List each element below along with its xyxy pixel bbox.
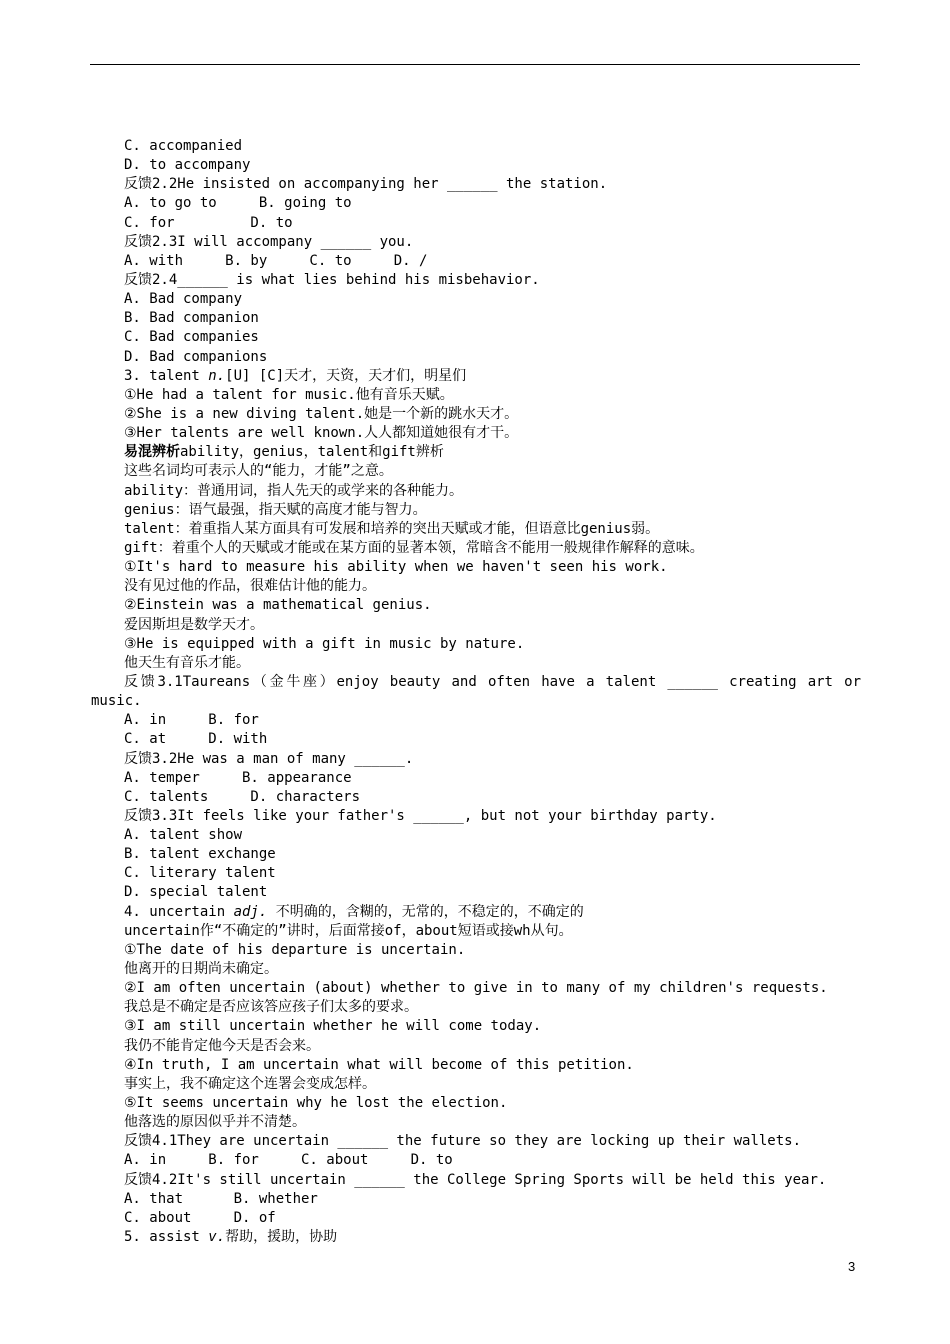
text-line-wrapped: 反馈3.1Taureans（金牛座）enjoy beauty and often have a talent ______ creating art or — [124, 673, 861, 690]
text-line: 爱因斯坦是数学天才。 — [124, 616, 264, 633]
text-line: C. talents D. characters — [124, 788, 361, 805]
text-line: C. literary talent — [124, 865, 276, 882]
text-line: 反馈2.4______ is what lies behind his misbehavior. — [124, 271, 540, 288]
part-of-speech: v. — [208, 1229, 226, 1246]
text-line: 反馈4.2It's still uncertain ______ the College Spring Sports will be held this year. — [124, 1171, 827, 1188]
text-line: ④In truth, I am uncertain what will become of this petition. — [124, 1056, 634, 1073]
text-line: 我总是不确定是否应该答应孩子们太多的要求。 — [124, 999, 418, 1016]
text-line: ②I am often uncertain (about) whether to give in to many of my children's requests. — [124, 980, 828, 997]
text-line: A. in B. for C. about D. to — [124, 1152, 453, 1169]
text-segment: 帮助，援助，协助 — [225, 1229, 338, 1246]
text-line: 他离开的日期尚未确定。 — [124, 961, 278, 978]
text-line: A. to go to B. going to — [124, 195, 352, 212]
text-segment: ability，genius，talent和gift辨析 — [180, 444, 444, 461]
text-line: ③Her talents are well known.人人都知道她很有才干。 — [124, 425, 519, 442]
text-line: A. that B. whether — [124, 1190, 318, 1207]
text-segment: 5. assist — [124, 1229, 209, 1246]
page-number: 3 — [848, 1259, 856, 1274]
text-line: C. at D. with — [124, 731, 268, 748]
text-line: ②She is a new diving talent.她是一个新的跳水天才。 — [124, 405, 519, 422]
text-line: genius：语气最强，指天赋的高度才能与智力。 — [124, 501, 427, 518]
heading-label: 易混辨析 — [124, 444, 180, 461]
part-of-speech: adj. — [233, 903, 268, 920]
text-line: ②Einstein was a mathematical genius. — [124, 597, 432, 614]
text-line: ①The date of his departure is uncertain. — [124, 941, 466, 958]
text-line: 他天生有音乐才能。 — [124, 654, 250, 671]
header-rule — [90, 64, 860, 65]
text-line: A. temper B. appearance — [124, 769, 352, 786]
text-line: A. with B. by C. to D. / — [124, 252, 428, 269]
text-line: ③He is equipped with a gift in music by nature. — [124, 635, 525, 652]
text-line: 反馈3.2He was a man of many ______. — [124, 750, 414, 767]
text-line: ①It's hard to measure his ability when we haven't seen his work. — [124, 559, 668, 576]
text-line: uncertain作“不确定的”讲时，后面常接of，about短语或接wh从句。 — [124, 922, 573, 939]
text-segment: [U] [C]天才，天资，天才们，明星们 — [225, 367, 467, 384]
text-line: D. to accompany — [124, 157, 251, 174]
text-line — [91, 443, 861, 462]
text-line: ⑤It seems uncertain why he lost the election. — [124, 1095, 508, 1112]
document-body — [91, 137, 861, 1247]
text-line: B. Bad companion — [124, 310, 259, 327]
part-of-speech: n. — [208, 367, 226, 384]
text-line: D. special talent — [124, 884, 268, 901]
text-line: ability：普通用词，指人先天的或学来的各种能力。 — [124, 482, 463, 499]
text-line: A. talent show — [124, 827, 243, 844]
text-line: 反馈4.1They are uncertain ______ the future so they are locking up their wallets. — [124, 1133, 802, 1150]
text-line: ③I am still uncertain whether he will come today. — [124, 1018, 542, 1035]
text-line: gift：着重个人的天赋或才能或在某方面的显著本领，常暗含不能用一般规律作解释的意味。 — [124, 539, 704, 556]
text-segment: 3. talent — [124, 367, 209, 384]
text-line: C. for D. to — [124, 214, 293, 231]
text-line: D. Bad companions — [124, 348, 268, 365]
text-line: C. accompanied — [124, 138, 243, 154]
text-line: 我仍不能肯定他今天是否会来。 — [124, 1037, 320, 1054]
text-line: B. talent exchange — [124, 846, 276, 863]
text-line: A. in B. for — [124, 712, 259, 729]
text-line: 没有见过他的作品，很难估计他的能力。 — [124, 578, 376, 595]
text-line: 这些名词均可表示人的“能力，才能”之意。 — [124, 463, 393, 480]
text-line: 他落选的原因似乎并不清楚。 — [124, 1114, 306, 1131]
text-line: 事实上，我不确定这个连署会变成怎样。 — [124, 1075, 376, 1092]
text-line: talent：着重指人某方面具有可发展和培养的突出天赋或才能，但语意比genius弱。 — [124, 520, 660, 537]
text-line — [91, 367, 861, 386]
text-line: ①He had a talent for music.他有音乐天赋。 — [124, 386, 454, 403]
text-line-continuation: music. — [91, 693, 142, 710]
text-line: A. Bad company — [124, 291, 243, 308]
text-line — [91, 903, 861, 922]
text-line: 反馈3.3It feels like your father's ______, but not your birthday party. — [124, 807, 717, 824]
text-line: C. about D. of — [124, 1209, 276, 1226]
text-line — [91, 1228, 861, 1247]
text-line: C. Bad companies — [124, 329, 259, 346]
text-segment: 不明确的，含糊的，无常的，不稳定的，不确定的 — [267, 903, 584, 920]
text-segment: 4. uncertain — [124, 903, 234, 920]
text-line: 反馈2.3I will accompany ______ you. — [124, 233, 414, 250]
text-line: 反馈2.2He insisted on accompanying her ______ the station. — [124, 176, 608, 193]
